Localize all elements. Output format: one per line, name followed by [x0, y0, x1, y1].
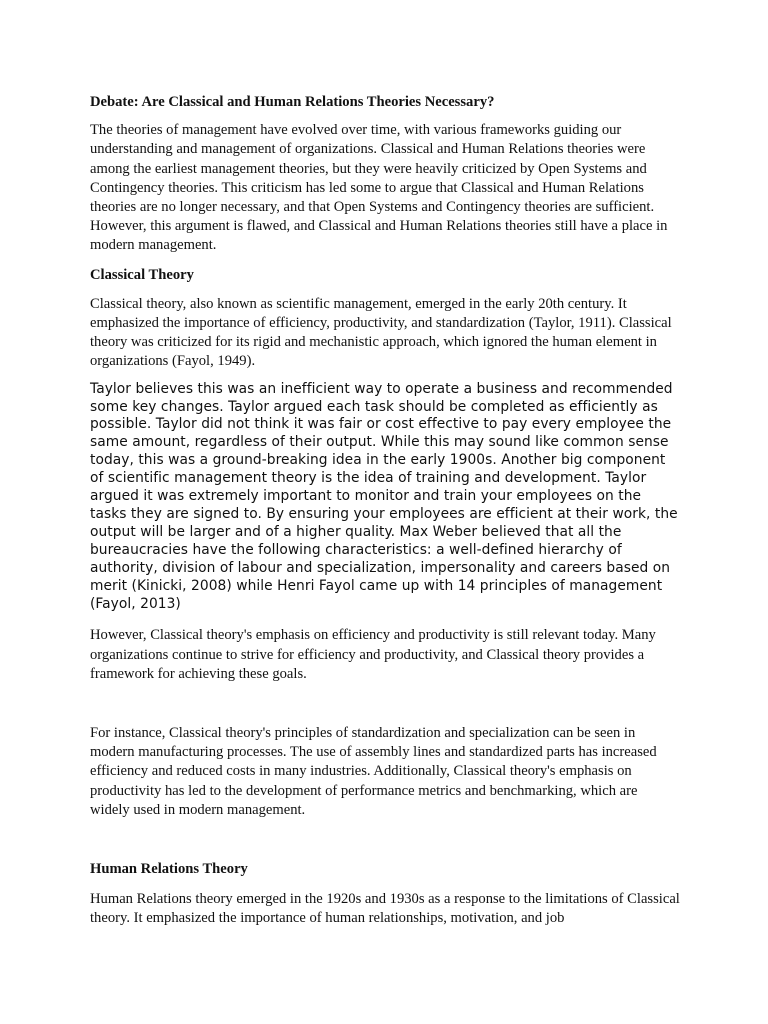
intro-paragraph: The theories of management have evolved over time, with various frameworks guiding our understanding and management of organizations. Classical and Human Relations theories were among the earliest management theories, but they were heavily criticized by Open Systems and Contingency theories. This criticism has led some to argue that Classical and Human Relations theories are no longer necessary, and that Open Systems and Contingency theories are sufficient. However, this argument is flawed, and Classical and Human Relations theories still have a place in modern management.	[90, 122, 668, 254]
classical-theory-heading: Classical Theory	[90, 266, 194, 283]
human-relations-paragraph-1: Human Relations theory emerged in the 1920s and 1930s as a response to the limitations of Classical theory. It emphasized the importance of human relationships, motivation, and job	[90, 891, 680, 927]
document-title: Debate: Are Classical and Human Relations Theories Necessary?	[90, 94, 495, 110]
classical-paragraph-3: However, Classical theory's emphasis on efficiency and productivity is still relevant today. Many organizations continue to strive for efficiency and productivity, and Classical theory provides a framework for achieving these goals.	[90, 627, 656, 682]
classical-paragraph-2: Taylor believes this was an inefficient way to operate a business and recommended some key changes. Taylor argued each task should be completed as efficiently as possible. Taylor did not think it was fair or cost effective to pay every employee the same amount, regardless of their output. While this may sound like common sense today, this was a ground-breaking idea in the early 1900s. Another big component of scientific management theory is the idea of training and development. Taylor argued it was extremely important to monitor and train your employees on the tasks they are signed to. By ensuring your employees are efficient at their work, the output will be larger and of a higher quality. Max Weber believed that all the bureaucracies have the following characteristics: a well-defined hierarchy of authority, division of labour and specialization, impersonality and careers based on merit (Kinicki, 2008) while Henri Fayol came up with 14 principles of management (Fayol, 2013)	[90, 380, 678, 612]
classical-paragraph-4: For instance, Classical theory's principles of standardization and specialization can be seen in modern manufacturing processes. The use of assembly lines and standardized parts has increased efficiency and reduced costs in many industries. Additionally, Classical theory's emphasis on productivity has led to the development of performance metrics and benchmarking, which are widely used in modern management.	[90, 725, 657, 818]
document-page	[90, 90, 680, 929]
classical-paragraph-1: Classical theory, also known as scientific management, emerged in the early 20th century. It emphasized the importance of efficiency, productivity, and standardization (Taylor, 1911). Classical theory was criticized for its rigid and mechanistic approach, which ignored the human element in organizations (Fayol, 1949).	[90, 295, 672, 370]
human-relations-heading: Human Relations Theory	[90, 861, 248, 878]
